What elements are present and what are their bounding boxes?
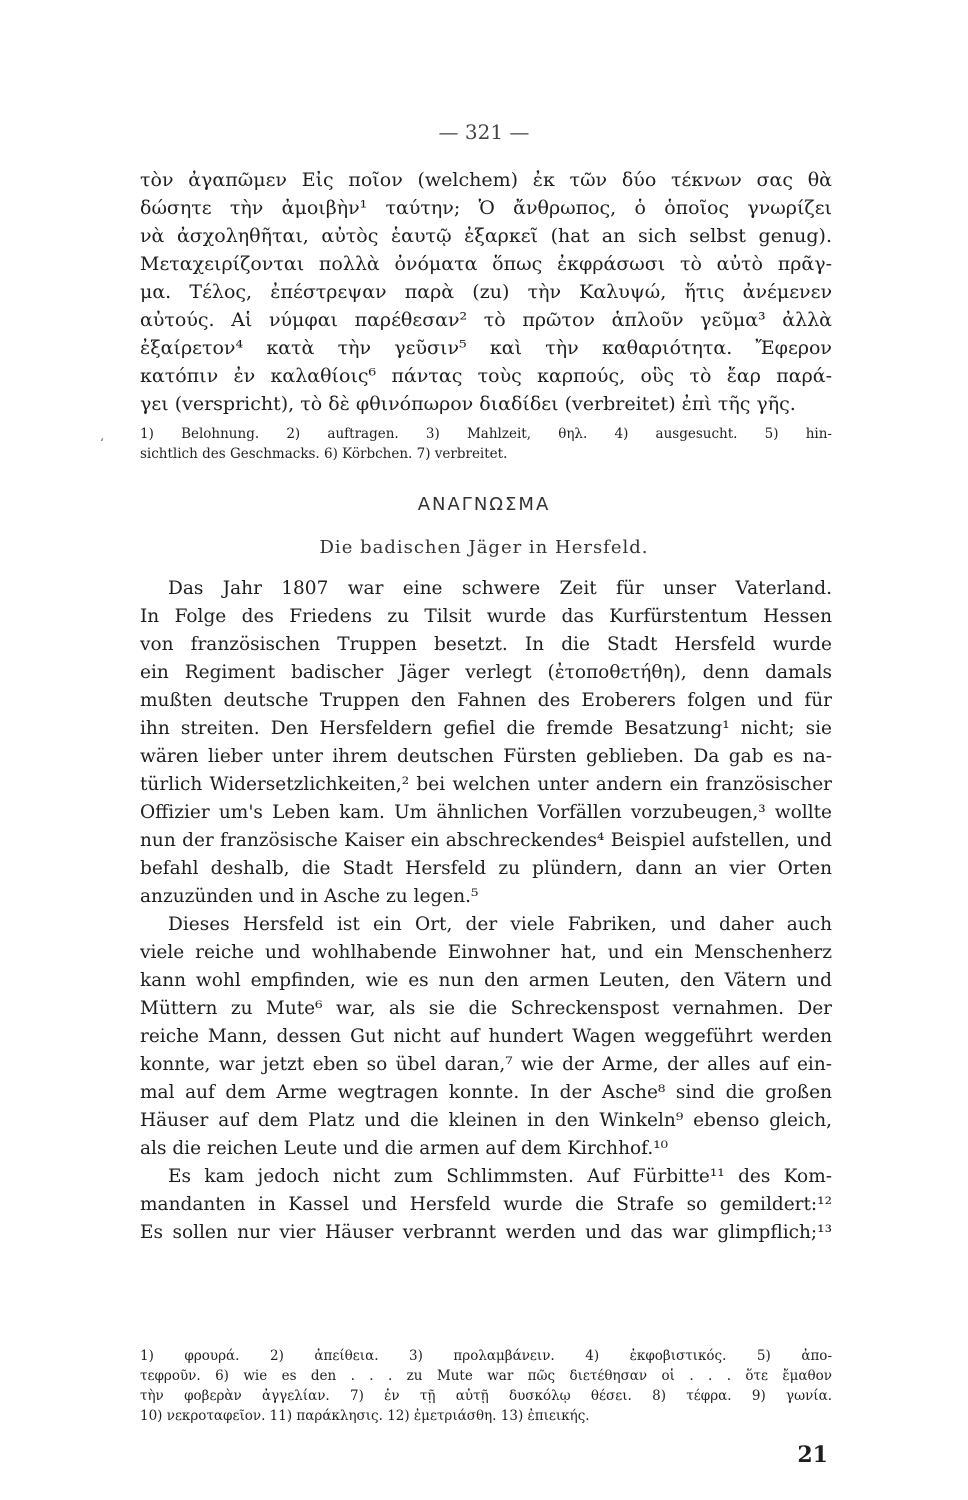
sheet-mark: ‘ xyxy=(100,436,104,450)
top-footnotes xyxy=(140,424,832,464)
text-line: viele reiche und wohlhabende Einwohner hat, und ein Menschenherz xyxy=(140,942,832,963)
text-line: νὰ ἀσχοληθῆται, αὐτὸς ἑαυτῷ ἐξαρκεῖ (hat an sich selbst genug). xyxy=(140,225,832,247)
text-line: Es sollen nur vier Häuser verbrannt werden und das war glimpflich;¹³ xyxy=(140,1222,832,1243)
text-line: wären lieber unter ihrem deutschen Fürsten geblieben. Da gab es na- xyxy=(140,746,832,767)
text-line: Häuser auf dem Platz und die kleinen in den Winkeln⁹ ebenso gleich, xyxy=(140,1110,832,1131)
text-line: befahl deshalb, die Stadt Hersfeld zu plündern, dann an vier Orten xyxy=(140,858,832,879)
text-line: ἐξαίρετον⁴ κατὰ τὴν γεῦσιν⁵ καὶ τὴν καθαριότητα. Ἔφερον xyxy=(140,337,832,359)
text-line: von französischen Truppen besetzt. In die Stadt Hersfeld wurde xyxy=(140,634,832,655)
text-line: als die reichen Leute und die armen auf dem Kirchhof.¹⁰ xyxy=(140,1138,669,1159)
text-line: δώσητε τὴν ἀμοιβὴν¹ ταύτην; Ὁ ἄνθρωπος, ὁ ὁποῖος γνωρίζει xyxy=(140,197,832,219)
text-line: Offizier um's Leben kam. Um ähnlichen Vorfällen vorzubeugen,³ wollte xyxy=(140,802,832,823)
footnote-line: sichtlich des Geschmacks. 6) Körbchen. 7) verbreitet. xyxy=(140,446,508,462)
bottom-footnotes xyxy=(140,1346,832,1426)
text-line: mandanten in Kassel und Hersfeld wurde die Strafe so gemildert:¹² xyxy=(140,1194,832,1215)
text-line: Es kam jedoch nicht zum Schlimmsten. Auf Fürbitte¹¹ des Kom- xyxy=(168,1166,832,1187)
text-line: ihn streiten. Den Hersfeldern gefiel die fremde Besatzung¹ nicht; sie xyxy=(140,718,832,739)
text-line: türlich Widersetzlichkeiten,² bei welchen unter andern ein französischer xyxy=(140,774,832,795)
text-line: nun der französische Kaiser ein abschreckendes⁴ Beispiel aufstellen, und xyxy=(140,830,832,851)
text-line: αὐτούς. Αἱ νύμφαι παρέθεσαν² τὸ πρῶτον ἁπλοῦν γεῦμα³ ἀλλὰ xyxy=(140,309,832,331)
footnote-line: τεφροῦν. 6) wie es den . . . zu Mute war πῶς διετέθησαν οἱ . . . ὅτε ἔμαθον xyxy=(140,1368,832,1384)
footnote-line: 1) Belohnung. 2) auftragen. 3) Mahlzeit, θηλ. 4) ausgesucht. 5) hin- xyxy=(140,426,832,442)
text-line: kann wohl empfinden, wie es nun den armen Leuten, den Vätern und xyxy=(140,970,832,991)
reading-text xyxy=(140,575,832,1247)
text-line: ein Regiment badischer Jäger verlegt (ἐτοποθετήθη), denn damals xyxy=(140,662,832,683)
section-title: Die badischen Jäger in Hersfeld. xyxy=(319,537,649,558)
text-line: κατόπιν ἐν καλαθίοις⁶ πάντας τοὺς καρπούς, οὓς τὸ ἔαρ παρά- xyxy=(140,365,832,387)
text-line: Μεταχειρίζονται πολλὰ ὀνόματα ὅπως ἐκφράσωσι τὸ αὐτὸ πρᾶγ- xyxy=(140,253,832,275)
footnote-line: τὴν φοβερὰν ἀγγελίαν. 7) ἐν τῇ αὐτῇ δυσκόλῳ θέσει. 8) τέφρα. 9) γωνία. xyxy=(140,1388,832,1404)
text-line: mußten deutsche Truppen den Fahnen des Eroberers folgen und für xyxy=(140,690,832,711)
greek-exercise-text xyxy=(140,166,832,418)
text-line: Das Jahr 1807 war eine schwere Zeit für unser Vaterland. xyxy=(168,578,832,599)
text-line: In Folge des Friedens zu Tilsit wurde das Kurfürstentum Hessen xyxy=(140,606,832,627)
text-line: anzuzünden und in Asche zu legen.⁵ xyxy=(140,886,479,907)
text-line: mal auf dem Arme wegtragen konnte. In der Asche⁸ sind die großen xyxy=(140,1082,832,1103)
section-heading: ΑΝΑΓΝΩΣΜΑ xyxy=(417,494,551,515)
printer-signature: 21 xyxy=(797,1442,828,1468)
footnote-line: 1) φρουρά. 2) ἀπείθεια. 3) προλαμβάνειν. 4) ἐκφοβιστικός. 5) ἀπο- xyxy=(140,1348,832,1364)
text-line: Dieses Hersfeld ist ein Ort, der viele Fabriken, und daher auch xyxy=(168,914,832,935)
text-line: τὸν ἀγαπῶμεν Εἰς ποῖον (welchem) ἐκ τῶν δύο τέκνων σας θὰ xyxy=(140,169,832,191)
text-line: Müttern zu Mute⁶ war, als sie die Schreckenspost vernahmen. Der xyxy=(140,998,832,1019)
footnote-line: 10) νεκροταφεῖον. 11) παράκλησις. 12) ἐμετριάσθη. 13) ἐπιεικής. xyxy=(140,1408,590,1424)
page-number-top: — 321 — xyxy=(438,120,530,144)
text-line: μα. Τέλος, ἐπέστρεψαν παρὰ (zu) τὴν Καλυψώ, ἥτις ἀνέμενεν xyxy=(140,281,832,303)
text-line: γει (verspricht), τὸ δὲ φθινόπωρον διαδίδει (verbreitet) ἐπὶ τῆς γῆς. xyxy=(140,393,796,415)
text-line: konnte, war jetzt eben so übel daran,⁷ wie der Arme, der alles auf ein- xyxy=(140,1054,832,1075)
text-line: reiche Mann, dessen Gut nicht auf hundert Wagen weggeführt werden xyxy=(140,1026,832,1047)
